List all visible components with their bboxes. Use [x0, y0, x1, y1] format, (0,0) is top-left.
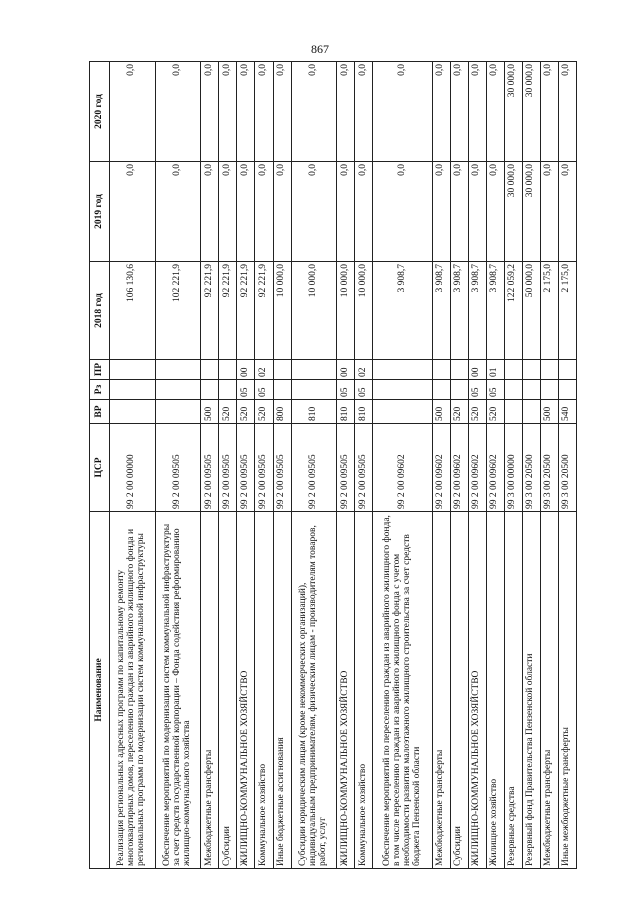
- header-pr: ПР: [90, 360, 110, 380]
- cell-name: Коммунальное хозяйство: [355, 512, 373, 869]
- cell-2018: 92 221,9: [219, 262, 237, 360]
- cell-pr: [558, 360, 576, 380]
- cell-2020: 0,0: [219, 62, 237, 162]
- cell-vr: [110, 400, 156, 424]
- cell-pr: [522, 360, 540, 380]
- cell-2019: 0,0: [155, 162, 201, 262]
- cell-2018: 10 000,0: [355, 262, 373, 360]
- cell-name: Иные бюджетные ассигнования: [273, 512, 291, 869]
- header-rz: Рз: [90, 380, 110, 400]
- cell-rz: [273, 380, 291, 400]
- cell-vr: 500: [432, 400, 450, 424]
- cell-rz: 05: [255, 380, 273, 400]
- cell-2020: 0,0: [486, 62, 504, 162]
- cell-rz: [291, 380, 337, 400]
- cell-rz: [110, 380, 156, 400]
- cell-pr: 00: [237, 360, 255, 380]
- cell-2018: 92 221,9: [255, 262, 273, 360]
- cell-2019: 0,0: [255, 162, 273, 262]
- header-2018: 2018 год: [90, 262, 110, 360]
- cell-vr: 520: [450, 400, 468, 424]
- cell-name: Субсидии: [450, 512, 468, 869]
- cell-2019: 0,0: [373, 162, 433, 262]
- cell-csr: 99 2 00 09602: [450, 424, 468, 512]
- cell-2019: 0,0: [450, 162, 468, 262]
- header-csr: ЦСР: [90, 424, 110, 512]
- table-row: [155, 62, 201, 869]
- table-row: [432, 62, 450, 869]
- cell-2020: 30 000,0: [504, 62, 522, 162]
- table-row: [201, 62, 219, 869]
- table-row: [540, 62, 558, 869]
- cell-name: Субсидии: [219, 512, 237, 869]
- cell-vr: 520: [468, 400, 486, 424]
- cell-2020: 0,0: [450, 62, 468, 162]
- cell-rz: [155, 380, 201, 400]
- cell-2020: 0,0: [540, 62, 558, 162]
- cell-2018: 2 175,0: [558, 262, 576, 360]
- cell-rz: 05: [468, 380, 486, 400]
- cell-csr: 99 3 00 20500: [522, 424, 540, 512]
- cell-2019: 0,0: [291, 162, 337, 262]
- cell-csr: 99 2 00 00000: [110, 424, 156, 512]
- cell-2018: 106 130,6: [110, 262, 156, 360]
- cell-pr: [219, 360, 237, 380]
- cell-csr: 99 2 00 09505: [273, 424, 291, 512]
- cell-csr: 99 3 00 20500: [558, 424, 576, 512]
- cell-vr: 810: [291, 400, 337, 424]
- cell-vr: [155, 400, 201, 424]
- cell-vr: 810: [337, 400, 355, 424]
- cell-rz: [558, 380, 576, 400]
- table-row: [110, 62, 156, 869]
- header-name: Наименование: [90, 512, 110, 869]
- budget-table: [89, 61, 577, 869]
- cell-csr: 99 2 00 09602: [486, 424, 504, 512]
- cell-2019: 0,0: [486, 162, 504, 262]
- cell-pr: 02: [255, 360, 273, 380]
- cell-csr: 99 3 00 20500: [540, 424, 558, 512]
- cell-csr: 99 2 00 09602: [468, 424, 486, 512]
- table-row: [273, 62, 291, 869]
- cell-2020: 0,0: [337, 62, 355, 162]
- header-2020: 2020 год: [90, 62, 110, 162]
- cell-vr: 800: [273, 400, 291, 424]
- table-row: [355, 62, 373, 869]
- cell-vr: 520: [219, 400, 237, 424]
- table-row: [337, 62, 355, 869]
- cell-name: Жилищное хозяйство: [486, 512, 504, 869]
- cell-csr: 99 2 00 09602: [432, 424, 450, 512]
- cell-csr: 99 2 00 09505: [219, 424, 237, 512]
- cell-2018: 3 908,7: [468, 262, 486, 360]
- cell-pr: 02: [355, 360, 373, 380]
- header-vr: ВР: [90, 400, 110, 424]
- cell-name: Резервные средства: [504, 512, 522, 869]
- cell-2018: 10 000,0: [273, 262, 291, 360]
- cell-2020: 0,0: [291, 62, 337, 162]
- cell-rz: [201, 380, 219, 400]
- cell-rz: 05: [355, 380, 373, 400]
- cell-rz: 05: [486, 380, 504, 400]
- cell-csr: 99 2 00 09505: [337, 424, 355, 512]
- cell-2019: 30 000,0: [522, 162, 540, 262]
- cell-pr: [201, 360, 219, 380]
- cell-2018: 2 175,0: [540, 262, 558, 360]
- cell-2020: 0,0: [237, 62, 255, 162]
- cell-2018: 10 000,0: [291, 262, 337, 360]
- cell-pr: [504, 360, 522, 380]
- cell-vr: 520: [255, 400, 273, 424]
- cell-vr: 520: [486, 400, 504, 424]
- cell-vr: [522, 400, 540, 424]
- cell-pr: [450, 360, 468, 380]
- cell-csr: 99 2 00 09505: [291, 424, 337, 512]
- cell-vr: 540: [558, 400, 576, 424]
- cell-csr: 99 2 00 09505: [237, 424, 255, 512]
- table-row: [486, 62, 504, 869]
- cell-2019: 0,0: [237, 162, 255, 262]
- cell-2020: 30 000,0: [522, 62, 540, 162]
- table-row: [237, 62, 255, 869]
- table-row: [291, 62, 337, 869]
- cell-2018: 122 059,2: [504, 262, 522, 360]
- cell-2019: 0,0: [355, 162, 373, 262]
- cell-2018: 3 908,7: [486, 262, 504, 360]
- cell-name: ЖИЛИЩНО-КОММУНАЛЬНОЕ ХОЗЯЙСТВО: [237, 512, 255, 869]
- cell-2018: 3 908,7: [450, 262, 468, 360]
- cell-rz: 05: [237, 380, 255, 400]
- cell-pr: [432, 360, 450, 380]
- table-row: [219, 62, 237, 869]
- cell-name: Иные межбюджетные трансферты: [558, 512, 576, 869]
- cell-rz: [522, 380, 540, 400]
- cell-name: Межбюджетные трансферты: [201, 512, 219, 869]
- cell-2019: 30 000,0: [504, 162, 522, 262]
- cell-2019: 0,0: [558, 162, 576, 262]
- rotated-page: [89, 62, 577, 869]
- cell-csr: 99 2 00 09505: [155, 424, 201, 512]
- cell-csr: 99 3 00 00000: [504, 424, 522, 512]
- cell-name: Субсидии юридическим лицам (кроме некоммерческих организаций), индивидуальным предпринимателям, физическим лицам - производителям товаров, работ, услуг: [291, 512, 337, 869]
- cell-2018: 3 908,7: [432, 262, 450, 360]
- cell-pr: [110, 360, 156, 380]
- cell-rz: [540, 380, 558, 400]
- cell-rz: 05: [337, 380, 355, 400]
- cell-2019: 0,0: [219, 162, 237, 262]
- cell-vr: [504, 400, 522, 424]
- cell-csr: 99 2 00 09505: [255, 424, 273, 512]
- cell-vr: 500: [201, 400, 219, 424]
- cell-vr: 500: [540, 400, 558, 424]
- cell-2018: 92 221,9: [201, 262, 219, 360]
- cell-2020: 0,0: [432, 62, 450, 162]
- cell-vr: [373, 400, 433, 424]
- cell-pr: [155, 360, 201, 380]
- cell-2018: 102 221,9: [155, 262, 201, 360]
- cell-2018: 50 000,0: [522, 262, 540, 360]
- cell-name: ЖИЛИЩНО-КОММУНАЛЬНОЕ ХОЗЯЙСТВО: [337, 512, 355, 869]
- table-row: [504, 62, 522, 869]
- cell-2020: 0,0: [468, 62, 486, 162]
- cell-2020: 0,0: [273, 62, 291, 162]
- cell-name: Реализация региональных адресных программ по капитальному ремонту многоквартирных домов, переселению граждан из аварийного жилищного фонда и региональных программ по модернизации систем коммунальной инфраструктуры: [110, 512, 156, 869]
- cell-rz: [432, 380, 450, 400]
- cell-2020: 0,0: [155, 62, 201, 162]
- cell-rz: [373, 380, 433, 400]
- rotated-table-container: [89, 62, 577, 869]
- header-2019: 2019 год: [90, 162, 110, 262]
- cell-pr: 00: [468, 360, 486, 380]
- cell-2019: 0,0: [540, 162, 558, 262]
- cell-name: ЖИЛИЩНО-КОММУНАЛЬНОЕ ХОЗЯЙСТВО: [468, 512, 486, 869]
- cell-2019: 0,0: [468, 162, 486, 262]
- cell-2019: 0,0: [337, 162, 355, 262]
- cell-rz: [504, 380, 522, 400]
- page-number: 867: [311, 42, 329, 56]
- table-row: [558, 62, 576, 869]
- cell-2020: 0,0: [201, 62, 219, 162]
- cell-name: Межбюджетные трансферты: [540, 512, 558, 869]
- cell-pr: [273, 360, 291, 380]
- cell-2019: 0,0: [432, 162, 450, 262]
- cell-name: Обеспечение мероприятий по переселению граждан из аварийного жилищного фонда, в том числе переселению граждан из аварийного жилищного фонда с учетом необходимости развития малоэтажного жилищного строительства за счет средств бюджета Пензенской области: [373, 512, 433, 869]
- cell-2018: 3 908,7: [373, 262, 433, 360]
- cell-name: Межбюджетные трансферты: [432, 512, 450, 869]
- table-row: [450, 62, 468, 869]
- cell-name: Обеспечение мероприятий по модернизации систем коммунальной инфраструктуры за счет средств государственной корпорации – Фонда содействия реформированию жилищно-коммунального хозяйства: [155, 512, 201, 869]
- cell-2019: 0,0: [110, 162, 156, 262]
- cell-2020: 0,0: [255, 62, 273, 162]
- table-row: [522, 62, 540, 869]
- cell-2020: 0,0: [373, 62, 433, 162]
- cell-rz: [450, 380, 468, 400]
- cell-2018: 92 221,9: [237, 262, 255, 360]
- cell-csr: 99 2 00 09505: [355, 424, 373, 512]
- cell-2020: 0,0: [110, 62, 156, 162]
- cell-2019: 0,0: [273, 162, 291, 262]
- cell-pr: 01: [486, 360, 504, 380]
- cell-csr: 99 2 00 09602: [373, 424, 433, 512]
- table-row: [373, 62, 433, 869]
- table-row: [468, 62, 486, 869]
- cell-csr: 99 2 00 09505: [201, 424, 219, 512]
- cell-vr: 810: [355, 400, 373, 424]
- cell-pr: [291, 360, 337, 380]
- table-row: [255, 62, 273, 869]
- table-header-row: [90, 62, 110, 869]
- cell-name: Резервный фонд Правительства Пензенской области: [522, 512, 540, 869]
- cell-name: Коммунальное хозяйство: [255, 512, 273, 869]
- cell-2020: 0,0: [558, 62, 576, 162]
- cell-vr: 520: [237, 400, 255, 424]
- cell-pr: 00: [337, 360, 355, 380]
- cell-pr: [540, 360, 558, 380]
- cell-pr: [373, 360, 433, 380]
- cell-2019: 0,0: [201, 162, 219, 262]
- cell-2018: 10 000,0: [337, 262, 355, 360]
- cell-2020: 0,0: [355, 62, 373, 162]
- cell-rz: [219, 380, 237, 400]
